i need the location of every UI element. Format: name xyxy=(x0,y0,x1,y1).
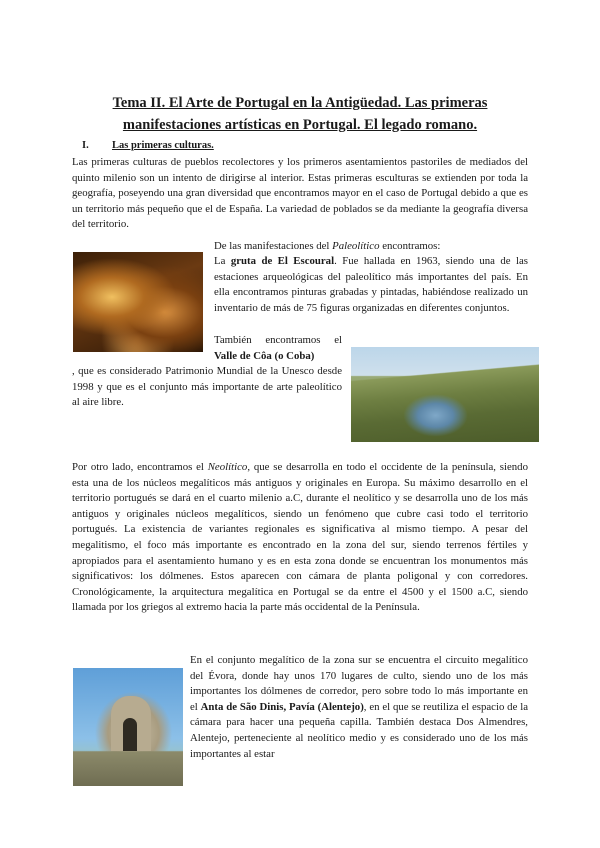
coa-valley-photo xyxy=(351,347,539,442)
p3-bold: gruta de El Escoural xyxy=(230,255,335,267)
section-label: Las primeras culturas. xyxy=(112,140,214,151)
p5-em: Neolítico xyxy=(207,461,248,473)
paragraph-evora xyxy=(190,653,528,762)
p6-rest: , en el que se reutiliza el espacio de la cámara para hacer una pequeña capilla. También destaca Dos Almendres, Alentejo, perteneciente al neolítico medio y es considerado uno de los más importantes al estar xyxy=(190,700,528,760)
paragraph-neolithic xyxy=(72,460,528,616)
p5-pre: Por otro lado, encontramos el xyxy=(72,461,208,473)
p2-em: Paleolítico xyxy=(332,240,380,252)
p3-rest: . Fue hallada en 1963, siendo una de las estaciones arqueológicas del paleolítico más importantes del país. En ella encontramos pinturas grabadas y pintadas, habiéndose realizado un inventario de más de 75 figuras organizadas en diferentes conjuntos. xyxy=(214,255,529,314)
p2-tail: encontramos: xyxy=(379,240,441,252)
title-line-2: manifestaciones artísticas en Portugal. El legado romano. xyxy=(122,117,478,133)
p6-bold: Anta de São Dinis, Pavía (Alentejo) xyxy=(200,700,364,713)
p3-pre: La xyxy=(214,255,231,267)
p2-intro: De las manifestaciones del xyxy=(214,240,333,252)
document-title xyxy=(72,92,528,136)
title-line-1: Tema II. El Arte de Portugal en la Antigüedad. Las primeras xyxy=(112,95,488,111)
paragraph-intro: Las primeras culturas de pueblos recolectores y los primeros asentamientos pastoriles de mediados del quinto milenio son un intento de dirigirse al interior. Estas primeras esculturas se extienden por toda la geografía, poseyendo una gran diversidad que encontramos mayor en el caso de Portugal debido a que es un territorio más pequeño que el de España. La variedad de poblados se da mediante la geografía diversa del territorio. xyxy=(72,156,528,231)
escoural-cave-photo xyxy=(73,252,203,352)
p5-rest: , que se desarrolla en todo el occidente de la península, siendo esta una de los núcleos megalíticos más antiguos y originales en Europa. Su máximo desarrollo en el territorio portugués se dará en el cuarto milenio a.C, durante el neolítico y se desarrolla uno de los más antiguos y originales núcleos megalíticos, siendo un fenómeno que cubre casi todo el territorio portugués. La existencia de variantes regionales es significativa al mismo tiempo. A pesar del megalitismo, el foco más importante es encontrado en la zona del sur, siendo terrenos fértiles y apropiados para el asentamiento humano y es en esta zona donde se encuentran los monumentos más significativos: los dólmenes. Estos aparecen con cámara de planta poligonal y con corredores. Cronológicamente, la arquitectura megalítica en Portugal se da entre el 4500 y el 1500 a.C, siendo llamada por los griegos al extremo hacia la parte más occidental de la Península. xyxy=(72,461,528,614)
p4-pre: También encontramos el xyxy=(214,334,342,346)
section-heading xyxy=(82,140,214,151)
p6-pre: En el conjunto megalítico de la zona sur se encuentra el circuito megalítico del Évora, donde hay unos 170 lugares de culto, siendo uno de los más importantes los dólmenes de corredor, pero sobre todo lo más importante en el xyxy=(190,654,528,713)
paragraph-paleolithic-intro xyxy=(214,239,528,255)
anta-sao-dinis-photo xyxy=(73,668,183,786)
section-number: I. xyxy=(82,140,89,151)
p4-bold: Valle de Côa (o Coba) xyxy=(214,349,315,362)
paragraph-escoural xyxy=(214,254,528,316)
paragraph-coa: , que es considerado Patrimonio Mundial de la Unesco desde 1998 y que es el conjunto más importante de arte paleolítico al aire libre. xyxy=(72,365,342,409)
paragraph-coa-head xyxy=(214,333,342,364)
